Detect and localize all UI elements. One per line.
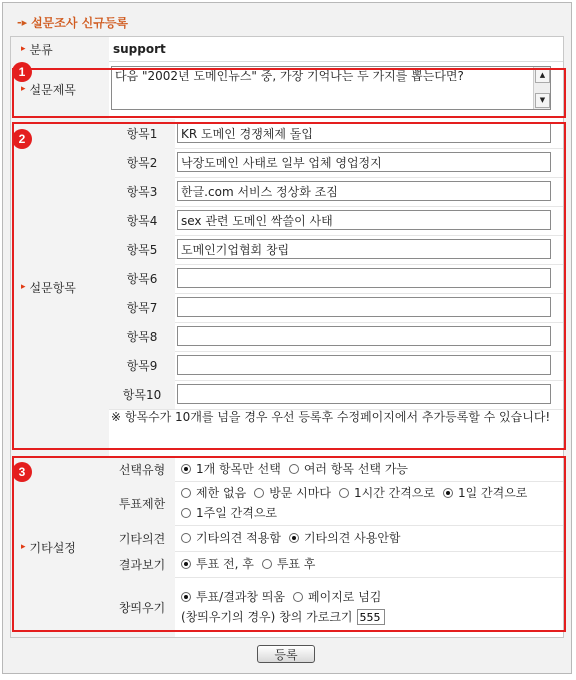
view-results-label: 결과보기 <box>109 551 175 577</box>
item-label: 항목4 <box>109 206 175 235</box>
other-opinion-label: 기타의견 <box>109 525 175 551</box>
marker-badge-2: 2 <box>12 129 32 149</box>
other-settings-label-text: 기타설정 <box>29 540 76 555</box>
bullet-icon: ▸ <box>21 84 26 94</box>
vote-limit-option-label: 제한 없음 <box>196 486 247 500</box>
selection-type-label: 선택유형 <box>109 457 175 481</box>
selection-type-option-label: 1개 항목만 선택 <box>196 462 281 476</box>
page-title-text: 설문조사 신규등록 <box>31 15 129 30</box>
item-label: 항목5 <box>109 235 175 264</box>
marker-badge-1: 1 <box>12 62 32 82</box>
item-label: 항목8 <box>109 322 175 351</box>
highlight-box-1 <box>12 68 566 118</box>
marker-badge-3: 3 <box>12 462 32 482</box>
arrow-icon: -▸ <box>17 15 28 29</box>
vote-limit-option-label: 1주일 간격으로 <box>196 506 278 520</box>
popup-option-label: 투표/결과창 띄움 <box>196 590 286 604</box>
question-text: 다음 "2002년 도메인뉴스" 중, 가장 기억나는 두 가지를 뽑는다면? <box>115 69 464 83</box>
other-opinion-option-label: 기타의견 사용안함 <box>303 531 401 545</box>
page-title <box>17 13 128 31</box>
category-value: support <box>113 42 166 56</box>
item-label: 항목6 <box>109 264 175 293</box>
popup-width-label: (창띄우기의 경우) 창의 가로크기 <box>181 610 353 624</box>
bullet-icon: ▸ <box>21 542 26 552</box>
other-opinion-option-label: 기타의견 적용함 <box>196 531 281 545</box>
highlight-box-3 <box>12 456 566 632</box>
category-row <box>11 37 563 62</box>
selection-type-option-label: 여러 항목 선택 가능 <box>303 462 409 476</box>
items-label-text: 설문항목 <box>29 280 76 295</box>
item-label: 항목7 <box>109 293 175 322</box>
popup-label: 창띄우기 <box>109 577 175 637</box>
item-label: 항목10 <box>109 380 175 409</box>
item-label: 항목1 <box>109 119 175 148</box>
category-label-text: 분류 <box>29 42 53 57</box>
item-label: 항목2 <box>109 148 175 177</box>
vote-limit-label: 투표제한 <box>109 481 175 525</box>
popup-option-label: 페이지로 넘김 <box>308 590 382 604</box>
category-label <box>11 37 109 61</box>
view-results-option-label: 투표 후 <box>276 557 316 571</box>
question-label-text: 설문제목 <box>29 82 76 97</box>
highlight-box-2 <box>12 122 566 450</box>
vote-limit-option-label: 1일 간격으로 <box>457 486 528 500</box>
item-label: 항목9 <box>109 351 175 380</box>
item-label: 항목3 <box>109 177 175 206</box>
scroll-up-icon[interactable]: ▲ <box>535 68 550 83</box>
bullet-icon: ▸ <box>21 282 26 292</box>
vote-limit-option-label: 1시간 간격으로 <box>353 486 435 500</box>
submit-button[interactable]: 등록 <box>257 645 315 663</box>
vote-limit-option-label: 방문 시마다 <box>269 486 331 500</box>
bullet-icon: ▸ <box>21 44 26 54</box>
items-note: ※ 항목수가 10개를 넘을 경우 우선 등록후 수정페이지에서 추가등록할 수 있습니다! <box>111 410 551 424</box>
view-results-option-label: 투표 전, 후 <box>196 557 254 571</box>
scroll-down-icon[interactable]: ▼ <box>535 93 550 108</box>
